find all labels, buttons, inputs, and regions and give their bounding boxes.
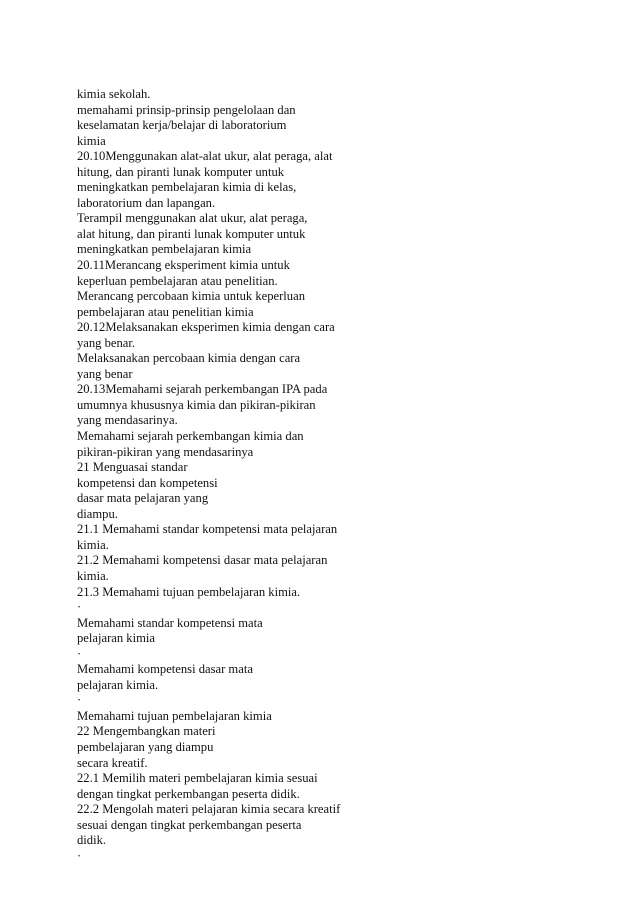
text-line: 20.11Merancang eksperiment kimia untuk: [77, 258, 290, 273]
text-line: Memahami standar kompetensi mata: [77, 615, 263, 630]
text-line: meningkatkan pembelajaran kimia: [77, 242, 252, 257]
text-line: pelajaran kimia: [77, 631, 155, 646]
text-line: laboratorium dan lapangan.: [77, 195, 216, 210]
text-line: Merancang percobaan kimia untuk keperluan: [77, 289, 305, 304]
text-line: memahami prinsip-prinsip pengelolaan dan: [77, 102, 296, 117]
text-line: 21.1 Memahami standar kompetensi mata pelajaran: [77, 522, 338, 537]
text-line: kompetensi dan kompetensi: [77, 475, 218, 490]
text-line: kimia.: [77, 537, 109, 552]
text-line: keperluan pembelajaran atau penelitian.: [77, 273, 278, 288]
text-line: umumnya khususnya kimia dan pikiran-pikiran: [77, 397, 316, 412]
text-line: 21 Menguasai standar: [77, 460, 188, 475]
text-line: ·: [77, 600, 82, 615]
text-line: Melaksanakan percobaan kimia dengan cara: [77, 351, 301, 366]
text-line: 20.13Memahami sejarah perkembangan IPA pada: [77, 382, 328, 397]
document-text: [77, 87, 377, 864]
text-line: sesuai dengan tingkat perkembangan peserta: [77, 817, 302, 832]
text-line: ·: [77, 693, 82, 708]
text-line: pembelajaran yang diampu: [77, 739, 214, 754]
text-line: Terampil menggunakan alat ukur, alat peraga,: [77, 211, 308, 226]
text-line: kimia: [77, 133, 106, 148]
text-line: 20.10Menggunakan alat-alat ukur, alat peraga, alat: [77, 149, 333, 164]
text-line: meningkatkan pembelajaran kimia di kelas,: [77, 180, 297, 195]
text-line: pembelajaran atau penelitian kimia: [77, 304, 254, 319]
text-line: Memahami kompetensi dasar mata: [77, 662, 253, 677]
text-line: yang mendasarinya.: [77, 413, 178, 428]
text-line: alat hitung, dan piranti lunak komputer untuk: [77, 226, 306, 241]
text-line: kimia.: [77, 568, 109, 583]
text-line: yang benar.: [77, 335, 136, 350]
text-line: pelajaran kimia.: [77, 677, 159, 692]
text-line: 22 Mengembangkan materi: [77, 724, 216, 739]
text-line: 20.12Melaksanakan eksperimen kimia dengan cara: [77, 320, 335, 335]
text-line: diampu.: [77, 506, 118, 521]
text-line: pikiran-pikiran yang mendasarinya: [77, 444, 254, 459]
text-line: Memahami tujuan pembelajaran kimia: [77, 708, 272, 723]
text-line: hitung, dan piranti lunak komputer untuk: [77, 164, 285, 179]
text-line: ·: [77, 646, 82, 661]
text-line: 21.2 Memahami kompetensi dasar mata pelajaran: [77, 553, 328, 568]
text-line: ·: [77, 848, 82, 863]
text-line: yang benar: [77, 366, 133, 381]
text-line: Memahami sejarah perkembangan kimia dan: [77, 429, 304, 444]
text-line: dengan tingkat perkembangan peserta didik.: [77, 786, 300, 801]
text-line: kimia sekolah.: [77, 87, 151, 101]
text-line: 22.2 Mengolah materi pelajaran kimia secara kreatif: [77, 802, 341, 817]
text-line: dasar mata pelajaran yang: [77, 491, 209, 506]
text-line: keselamatan kerja/belajar di laboratorium: [77, 118, 287, 133]
text-line: didik.: [77, 833, 107, 848]
text-line: 22.1 Memilih materi pembelajaran kimia sesuai: [77, 771, 318, 786]
text-line: secara kreatif.: [77, 755, 148, 770]
text-line: 21.3 Memahami tujuan pembelajaran kimia.: [77, 584, 301, 599]
